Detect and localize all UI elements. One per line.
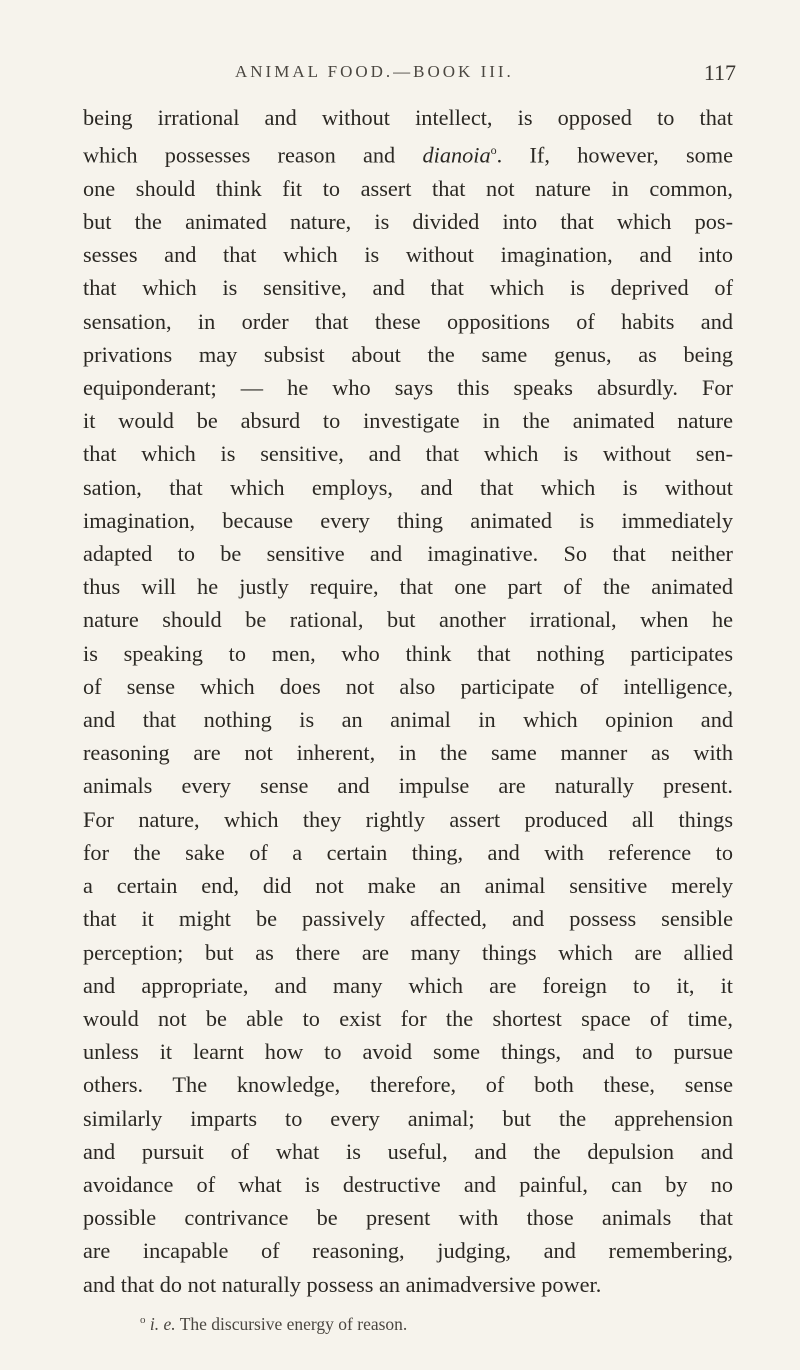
body-text xyxy=(83,101,733,1301)
text-line: a certain end, did not make an animal sensitive merely xyxy=(83,873,733,899)
text-line: and pursuit of what is useful, and the depulsion and xyxy=(83,1138,733,1164)
text-line: is speaking to men, who think that nothing participates xyxy=(83,640,733,666)
dianoia-term: dianoia xyxy=(422,142,491,168)
text-line: unless it learnt how to avoid some things, and to pursue xyxy=(83,1039,733,1065)
text-line: For nature, which they rightly assert produced all things xyxy=(83,806,733,832)
text-line: of sense which does not also participate of intelligence, xyxy=(83,673,733,699)
text-line: possible contrivance be present with those animals that xyxy=(83,1205,733,1231)
text-line: and that nothing is an animal in which opinion and xyxy=(83,707,733,733)
text-line: privations may subsist about the same genus, as being xyxy=(83,341,733,367)
text-line: others. The knowledge, therefore, of both these, sense xyxy=(83,1072,733,1098)
text-line: thus will he justly require, that one part of the animated xyxy=(83,574,733,600)
text-line: imagination, because every thing animated is immediately xyxy=(83,507,733,533)
running-title: ANIMAL FOOD.—BOOK III. xyxy=(235,62,514,81)
text-line: similarly imparts to every animal; but the apprehension xyxy=(83,1105,733,1131)
footnote xyxy=(140,1314,407,1335)
text-line: that which is sensitive, and that which is without sen- xyxy=(83,441,733,467)
text-line: one should think fit to assert that not nature in common, xyxy=(83,175,733,201)
text-line: and appropriate, and many which are foreign to it, it xyxy=(83,972,733,998)
text-line: but the animated nature, is divided into that which pos- xyxy=(83,209,733,235)
text-line: sation, that which employs, and that which is without xyxy=(83,474,733,500)
text-line: nature should be rational, but another irrational, when he xyxy=(83,607,733,633)
footnote-abbrev: i. e. xyxy=(149,1314,176,1334)
text-line: would not be able to exist for the shortest space of time, xyxy=(83,1005,733,1031)
text-line: sesses and that which is without imagination, and into xyxy=(83,242,733,268)
footnote-text: The discursive energy of reason. xyxy=(175,1314,408,1334)
footnote-marker: o xyxy=(140,1314,146,1326)
footnote-reference: o xyxy=(490,143,497,158)
page-number: 117 xyxy=(703,60,736,85)
text-line: being irrational and without intellect, is opposed to that xyxy=(83,105,733,130)
text-line: sensation, in order that these oppositions of habits and xyxy=(83,308,733,334)
text-fragment: which possesses reason and xyxy=(83,142,423,168)
text-line: that which is sensitive, and that which is deprived of xyxy=(83,275,733,301)
text-line: for the sake of a certain thing, and with reference to xyxy=(83,839,733,865)
text-line: adapted to be sensitive and imaginative. So that neither xyxy=(83,541,733,567)
text-line: animals every sense and impulse are naturally present. xyxy=(83,773,733,799)
text-line: reasoning are not inherent, in the same manner as with xyxy=(83,740,733,766)
text-line: perception; but as there are many things which are allied xyxy=(83,939,733,965)
text-line: are incapable of reasoning, judging, and remembering, xyxy=(83,1238,733,1264)
text-fragment: . If, however, some xyxy=(496,142,734,168)
text-line: that it might be passively affected, and possess sensible xyxy=(83,906,733,932)
text-line: avoidance of what is destructive and painful, can by no xyxy=(83,1171,733,1197)
text-line: it would be absurd to investigate in the animated nature xyxy=(83,408,733,434)
text-line: equiponderant; — he who says this speaks absurdly. For xyxy=(83,375,733,401)
running-head xyxy=(100,60,760,90)
text-line: and that do not naturally possess an animadversive power. xyxy=(83,1271,602,1297)
text-line xyxy=(83,134,733,172)
